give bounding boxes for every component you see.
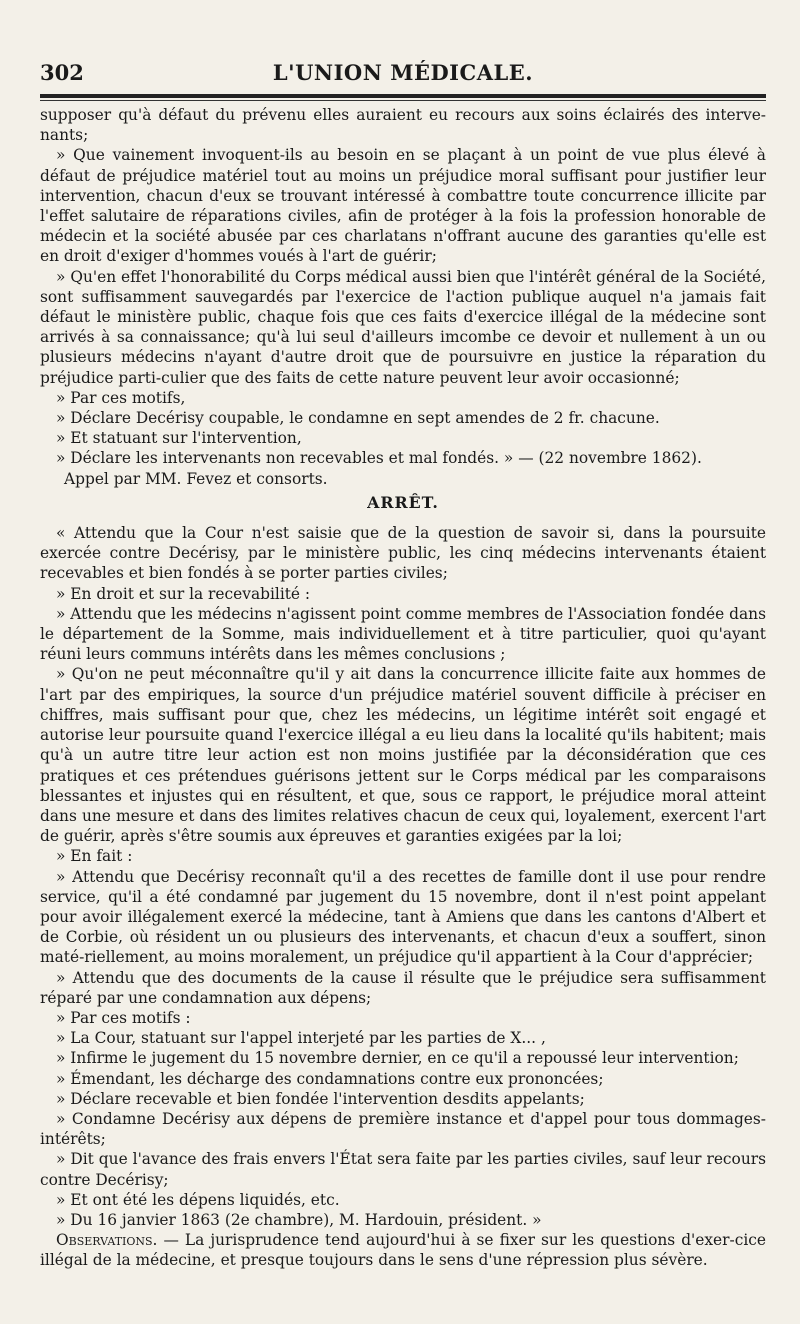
paragraph: » Déclare recevable et bien fondée l'intervention desdits appelants; — [56, 1089, 585, 1108]
paragraph: » La Cour, statuant sur l'appel interjeté par les parties de X... , — [56, 1029, 546, 1048]
appeal-line: Appel par MM. Fevez et consorts. — [64, 469, 328, 488]
section-title-arret: ARRÊT. — [367, 492, 439, 512]
observations-paragraph — [40, 1230, 766, 1270]
paragraph: supposer qu'à défaut du prévenu elles auraient eu recours aux soins éclairés des interve-nants; — [40, 106, 766, 145]
paragraph: « Attendu que la Cour n'est saisie que de la question de savoir si, dans la poursuite exercée contre Decérisy, par le ministère public, les cinq médecins intervenants étaient recevables et bien fondés à se porter parties civiles; — [40, 524, 766, 583]
paragraph: » Condamne Decérisy aux dépens de première instance et d'appel pour tous dommages-intérêts; — [40, 1109, 766, 1149]
paragraph: » Déclare Decérisy coupable, le condamne en sept amendes de 2 fr. chacune. — [56, 409, 660, 428]
paragraph: » Infirme le jugement du 15 novembre dernier, en ce qu'il a repoussé leur intervention; — [56, 1049, 739, 1068]
page-number: 302 — [40, 60, 84, 85]
paragraph: » Attendu que Decérisy reconnaît qu'il a des recettes de famille dont il use pour rendre service, qu'il a été condamné par jugement du 15 novembre, dont il n'est point appelant pour avoir illégalement exercé la médecine, tant à Amiens que dans les cantons d'Albert et de Corbie, où résident un ou plusieurs des intervenants, et chacun d'eux a souffert, sinon maté-riellement, au moins moralement, un préjudice qu'il appartient à la Cour d'apprécier; — [40, 867, 766, 967]
paragraph: » En fait : — [56, 847, 133, 866]
paragraph: » Par ces motifs, — [56, 388, 186, 407]
paragraph: » Attendu que les médecins n'agissent point comme membres de l'Association fondée dans le département de la Somme, mais individuellement et à titre particulier, quoi qu'ayant réuni leurs communs intérêts dans les mêmes conclusions ; — [40, 604, 766, 664]
header-rule-thin — [40, 100, 766, 101]
observations-text: — La jurisprudence tend aujourd'hui à se fixer sur les questions d'exer-cice illégal de la médecine, et presque toujours dans le sens d'une répression plus sévère. — [40, 1231, 766, 1270]
paragraph: » Et ont été les dépens liquidés, etc. — [56, 1190, 340, 1209]
paragraph: » Par ces motifs : — [56, 1008, 191, 1027]
document-page — [40, 58, 766, 1271]
paragraph: » Que vainement invoquent-ils au besoin en se plaçant à un point de vue plus élevé à défaut de préjudice matériel tout au moins un préjudice moral suffisant pour justifier leur intervention, chacun d'eux se trouvant intéressé à combattre toute concurrence illicite par l'effet salutaire de réparations civiles, afin de protéger à la fois la profession honorable de médecin et la société abusée par ces charlatans n'offrant aucune des garanties qu'elle est en droit d'exiger d'hommes voués à l'art de guérir; — [40, 146, 766, 266]
paragraph: » Qu'on ne peut méconnaître qu'il y ait dans la concurrence illicite faite aux hommes de l'art par des empiriques, la source d'un préjudice matériel souvent difficile à préciser en chiffres, mais suffisant pour que, chez les médecins, un légitime intérêt soit engagé et autorise leur poursuite quand l'exercice illégal a eu lieu dans la localité qu'ils habitent; mais qu'à un autre titre leur action est non moins justifiée par la déconsidération que ces pratiques et ces prétendues guérisons jettent sur le Corps médical par les comparaisons blessantes et injustes qui en résultent, et que, sous ce rapport, le préjudice moral atteint dans une mesure et dans des limites relatives chacun de ceux qui, loyalement, exercent l'art de guérir, après s'être soumis aux épreuves et garanties exigées par la loi; — [40, 665, 766, 846]
paragraph: » Qu'en effet l'honorabilité du Corps médical aussi bien que l'intérêt général de la Société, sont suffisamment sauvegardés par l'exercice de l'action publique auquel n'a jamais fait défaut le ministère public, chaque fois que ces faits d'exercice illégal de la médecine sont arrivés à sa connaissance; qu'à lui seul d'ailleurs imcombe ce devoir et nullement à un ou plusieurs médecins n'ayant d'autre droit que de poursuivre en justice la réparation du préjudice parti-culier que des faits de cette nature peuvent leur avoir occasionné; — [40, 267, 766, 387]
paragraph: » Dit que l'avance des frais envers l'État sera faite par les parties civiles, sauf leur recours contre Decérisy; — [40, 1150, 766, 1189]
header-rule — [40, 94, 766, 98]
running-head: L'UNION MÉDICALE. — [272, 60, 534, 85]
page-header — [40, 58, 766, 88]
paragraph: » Du 16 janvier 1863 (2e chambre), M. Hardouin, président. » — [56, 1210, 542, 1229]
paragraph: » Attendu que des documents de la cause il résulte que le préjudice sera suffisamment réparé par une condamnation aux dépens; — [40, 968, 766, 1007]
body-text — [40, 105, 766, 1271]
paragraph: » Déclare les intervenants non recevables et mal fondés. » — (22 novembre 1862). — [56, 449, 702, 468]
observations-label: Observations. — [56, 1231, 158, 1250]
paragraph: » Émendant, les décharge des condamnations contre eux prononcées; — [56, 1069, 604, 1088]
paragraph: » En droit et sur la recevabilité : — [56, 584, 311, 603]
paragraph: » Et statuant sur l'intervention, — [56, 429, 302, 448]
